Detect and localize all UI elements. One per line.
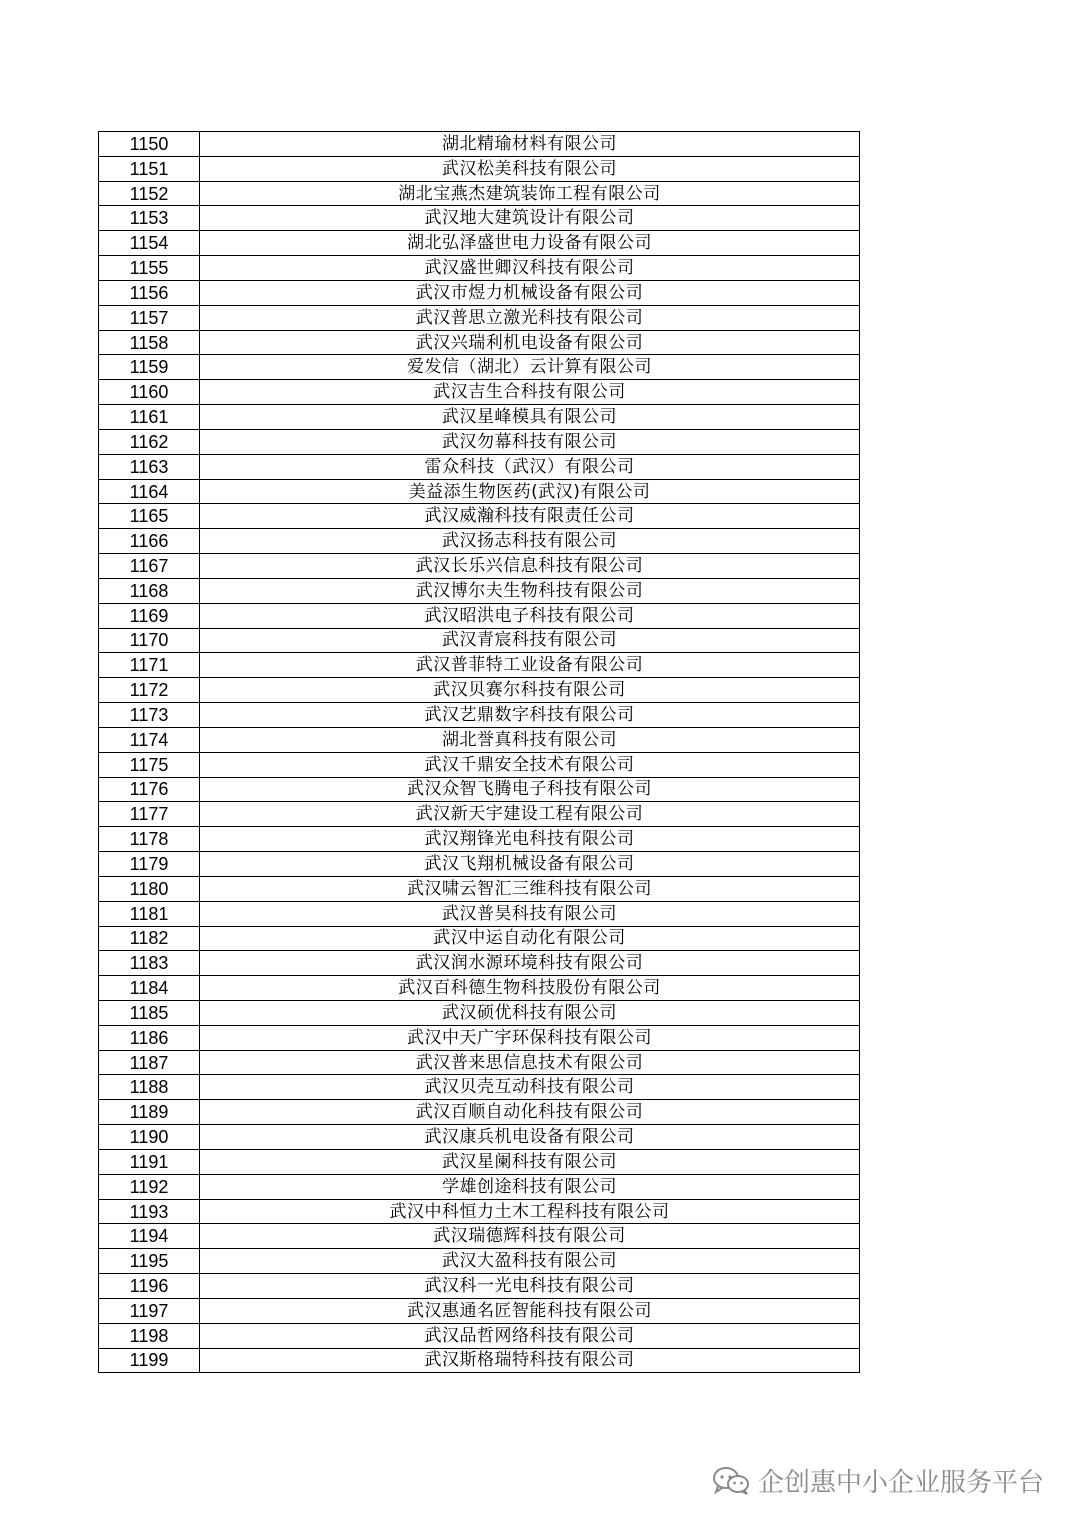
row-number: 1192 — [99, 1174, 200, 1199]
table-row — [99, 181, 860, 206]
company-name: 武汉威瀚科技有限责任公司 — [200, 504, 860, 529]
row-number: 1156 — [99, 280, 200, 305]
table-row — [99, 305, 860, 330]
company-name: 武汉斯格瑞特科技有限公司 — [200, 1348, 860, 1373]
company-name: 武汉飞翔机械设备有限公司 — [200, 852, 860, 877]
row-number: 1167 — [99, 554, 200, 579]
table-row — [99, 752, 860, 777]
table-row — [99, 554, 860, 579]
row-number: 1153 — [99, 206, 200, 231]
table-row — [99, 1298, 860, 1323]
row-number: 1161 — [99, 405, 200, 430]
table-row — [99, 504, 860, 529]
company-name: 武汉大盈科技有限公司 — [200, 1249, 860, 1274]
row-number: 1171 — [99, 653, 200, 678]
company-name: 武汉盛世卿汉科技有限公司 — [200, 256, 860, 281]
table-row — [99, 703, 860, 728]
company-name: 学雄创途科技有限公司 — [200, 1174, 860, 1199]
row-number: 1150 — [99, 132, 200, 157]
row-number: 1186 — [99, 1025, 200, 1050]
company-name: 武汉中科恒力土木工程科技有限公司 — [200, 1199, 860, 1224]
row-number: 1178 — [99, 827, 200, 852]
table-row — [99, 876, 860, 901]
row-number: 1196 — [99, 1274, 200, 1299]
row-number: 1191 — [99, 1149, 200, 1174]
table-row — [99, 678, 860, 703]
row-number: 1188 — [99, 1075, 200, 1100]
table-row — [99, 852, 860, 877]
row-number: 1172 — [99, 678, 200, 703]
table-row — [99, 1323, 860, 1348]
table-row — [99, 1149, 860, 1174]
row-number: 1165 — [99, 504, 200, 529]
wechat-icon — [712, 1466, 750, 1496]
table-row — [99, 901, 860, 926]
row-number: 1180 — [99, 876, 200, 901]
company-list-body — [99, 132, 860, 1373]
row-number: 1187 — [99, 1050, 200, 1075]
row-number: 1173 — [99, 703, 200, 728]
company-name: 武汉百科德生物科技股份有限公司 — [200, 976, 860, 1001]
row-number: 1159 — [99, 355, 200, 380]
company-name: 武汉新天宇建设工程有限公司 — [200, 802, 860, 827]
company-name: 湖北精瑜材料有限公司 — [200, 132, 860, 157]
table-row — [99, 827, 860, 852]
watermark — [712, 1462, 1044, 1499]
table-row — [99, 628, 860, 653]
company-name: 武汉润水源环境科技有限公司 — [200, 951, 860, 976]
company-name: 武汉艺鼎数字科技有限公司 — [200, 703, 860, 728]
table-row — [99, 454, 860, 479]
row-number: 1166 — [99, 529, 200, 554]
table-row — [99, 132, 860, 157]
company-name: 美益添生物医药(武汉)有限公司 — [200, 479, 860, 504]
company-name: 武汉星峰模具有限公司 — [200, 405, 860, 430]
table-row — [99, 1125, 860, 1150]
row-number: 1162 — [99, 429, 200, 454]
table-row — [99, 1224, 860, 1249]
company-name: 武汉惠通名匠智能科技有限公司 — [200, 1298, 860, 1323]
table-row — [99, 1075, 860, 1100]
table-row — [99, 951, 860, 976]
company-name: 武汉扬志科技有限公司 — [200, 529, 860, 554]
company-name: 武汉中天广宇环保科技有限公司 — [200, 1025, 860, 1050]
company-name: 湖北宝燕杰建筑装饰工程有限公司 — [200, 181, 860, 206]
row-number: 1185 — [99, 1000, 200, 1025]
table-row — [99, 355, 860, 380]
company-list-table — [98, 131, 860, 1373]
row-number: 1184 — [99, 976, 200, 1001]
row-number: 1157 — [99, 305, 200, 330]
row-number: 1163 — [99, 454, 200, 479]
company-name: 武汉市煜力机械设备有限公司 — [200, 280, 860, 305]
table-row — [99, 429, 860, 454]
row-number: 1198 — [99, 1323, 200, 1348]
company-name: 武汉康兵机电设备有限公司 — [200, 1125, 860, 1150]
company-name: 湖北弘泽盛世电力设备有限公司 — [200, 231, 860, 256]
table-row — [99, 256, 860, 281]
company-name: 湖北誉真科技有限公司 — [200, 727, 860, 752]
table-row — [99, 1025, 860, 1050]
company-name: 武汉普昊科技有限公司 — [200, 901, 860, 926]
row-number: 1199 — [99, 1348, 200, 1373]
table-row — [99, 802, 860, 827]
row-number: 1194 — [99, 1224, 200, 1249]
company-name: 武汉普来思信息技术有限公司 — [200, 1050, 860, 1075]
table-row — [99, 926, 860, 951]
company-name: 武汉中运自动化有限公司 — [200, 926, 860, 951]
company-name: 武汉松美科技有限公司 — [200, 156, 860, 181]
company-name: 武汉品哲网络科技有限公司 — [200, 1323, 860, 1348]
table-row — [99, 380, 860, 405]
row-number: 1197 — [99, 1298, 200, 1323]
table-row — [99, 653, 860, 678]
row-number: 1168 — [99, 578, 200, 603]
company-name: 武汉博尔夫生物科技有限公司 — [200, 578, 860, 603]
company-name: 武汉兴瑞利机电设备有限公司 — [200, 330, 860, 355]
table-row — [99, 405, 860, 430]
table-row — [99, 1050, 860, 1075]
table-row — [99, 1274, 860, 1299]
table-row — [99, 156, 860, 181]
row-number: 1158 — [99, 330, 200, 355]
company-name: 武汉啸云智汇三维科技有限公司 — [200, 876, 860, 901]
row-number: 1160 — [99, 380, 200, 405]
row-number: 1190 — [99, 1125, 200, 1150]
company-name: 武汉吉生合科技有限公司 — [200, 380, 860, 405]
table-row — [99, 206, 860, 231]
row-number: 1179 — [99, 852, 200, 877]
row-number: 1170 — [99, 628, 200, 653]
table-row — [99, 330, 860, 355]
company-name: 武汉长乐兴信息科技有限公司 — [200, 554, 860, 579]
company-name: 武汉百顺自动化科技有限公司 — [200, 1100, 860, 1125]
table-row — [99, 231, 860, 256]
row-number: 1183 — [99, 951, 200, 976]
company-name: 武汉星阑科技有限公司 — [200, 1149, 860, 1174]
table-row — [99, 727, 860, 752]
row-number: 1182 — [99, 926, 200, 951]
row-number: 1181 — [99, 901, 200, 926]
company-name: 武汉硕优科技有限公司 — [200, 1000, 860, 1025]
table-row — [99, 603, 860, 628]
company-name: 武汉千鼎安全技术有限公司 — [200, 752, 860, 777]
watermark-text: 企创惠中小企业服务平台 — [757, 1468, 1044, 1498]
company-name: 武汉勿幕科技有限公司 — [200, 429, 860, 454]
company-name: 武汉贝赛尔科技有限公司 — [200, 678, 860, 703]
row-number: 1152 — [99, 181, 200, 206]
row-number: 1175 — [99, 752, 200, 777]
company-name: 武汉翔锋光电科技有限公司 — [200, 827, 860, 852]
table-row — [99, 1249, 860, 1274]
table-row — [99, 1100, 860, 1125]
table-row — [99, 777, 860, 802]
company-name: 武汉普思立激光科技有限公司 — [200, 305, 860, 330]
row-number: 1177 — [99, 802, 200, 827]
company-name: 武汉瑞德辉科技有限公司 — [200, 1224, 860, 1249]
company-name: 武汉昭洪电子科技有限公司 — [200, 603, 860, 628]
table-row — [99, 976, 860, 1001]
row-number: 1151 — [99, 156, 200, 181]
row-number: 1169 — [99, 603, 200, 628]
company-name: 武汉普菲特工业设备有限公司 — [200, 653, 860, 678]
table-row — [99, 1000, 860, 1025]
table-row — [99, 479, 860, 504]
company-name: 雷众科技（武汉）有限公司 — [200, 454, 860, 479]
company-name: 武汉科一光电科技有限公司 — [200, 1274, 860, 1299]
table-row — [99, 578, 860, 603]
company-name: 爱发信（湖北）云计算有限公司 — [200, 355, 860, 380]
table-row — [99, 280, 860, 305]
row-number: 1164 — [99, 479, 200, 504]
company-name: 武汉青宸科技有限公司 — [200, 628, 860, 653]
table-row — [99, 1199, 860, 1224]
table-row — [99, 529, 860, 554]
row-number: 1195 — [99, 1249, 200, 1274]
table-row — [99, 1174, 860, 1199]
row-number: 1154 — [99, 231, 200, 256]
company-name: 武汉贝壳互动科技有限公司 — [200, 1075, 860, 1100]
row-number: 1155 — [99, 256, 200, 281]
row-number: 1189 — [99, 1100, 200, 1125]
row-number: 1174 — [99, 727, 200, 752]
row-number: 1176 — [99, 777, 200, 802]
company-name: 武汉众智飞腾电子科技有限公司 — [200, 777, 860, 802]
row-number: 1193 — [99, 1199, 200, 1224]
company-name: 武汉地大建筑设计有限公司 — [200, 206, 860, 231]
table-row — [99, 1348, 860, 1373]
